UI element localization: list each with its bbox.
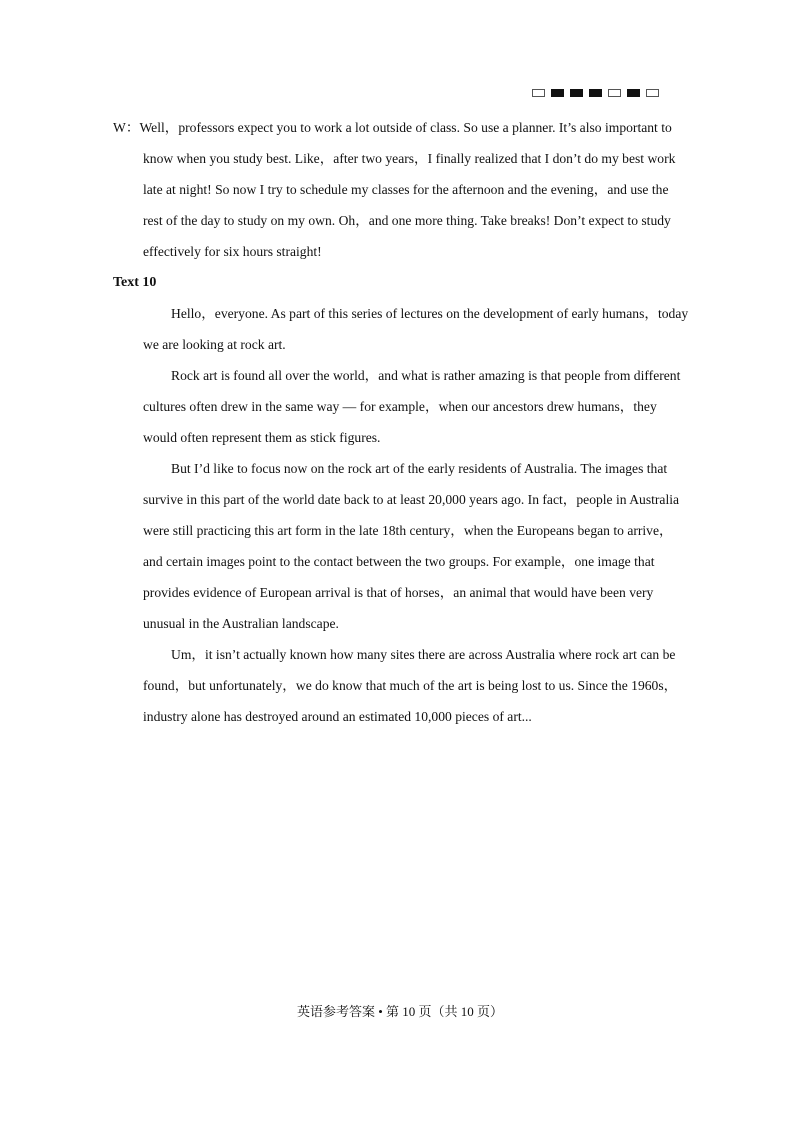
dialog-w <box>113 112 689 267</box>
header-marks <box>532 89 659 97</box>
speaker-label: W： <box>113 120 140 135</box>
paragraph-4: Um，it isn’t actually known how many sites there are across Australia where rock art can be found，but unfortunately，we do know that much of the art is being lost to us. Since the 1960s，industry alone has destroyed around an estimated 10,000 pieces of art... <box>143 647 678 724</box>
header-mark-1 <box>532 89 545 97</box>
header-mark-7 <box>646 89 659 97</box>
page-content <box>113 112 689 732</box>
page-footer: 英语参考答案 • 第 10 页（共 10 页） <box>296 1004 504 1019</box>
paragraph-1: Hello，everyone. As part of this series of lectures on the development of early humans，today we are looking at rock art. <box>143 306 689 352</box>
paragraph-2: Rock art is found all over the world，and what is rather amazing is that people from different cultures often drew in the same way — for example，when our ancestors drew humans，they would often represent them as stick figures. <box>143 368 681 445</box>
section-heading: Text 10 <box>113 275 157 290</box>
header-mark-2 <box>551 89 564 97</box>
dialog-text: Well，professors expect you to work a lot outside of class. So use a planner. It’s also important to know when you study best. Like，after two years，I finally realized that I don’t do my best work late at night! So now I try to schedule my classes for the afternoon and the evening，and use the rest of the day to study on my own. Oh，and one more thing. Take breaks! Don’t expect to study effectively for six hours straight! <box>139 120 676 259</box>
header-mark-3 <box>570 89 583 97</box>
header-mark-5 <box>608 89 621 97</box>
header-mark-6 <box>627 89 640 97</box>
paragraph-3: But I’d like to focus now on the rock art of the early residents of Australia. The images that survive in this part of the world date back to at least 20,000 years ago. In fact，people in Australia were still practicing this art form in the late 18th century，when the Europeans began to arrive，and certain images point to the contact between the two groups. For example，one image that provides evidence of European arrival is that of horses，an animal that would have been very unusual in the Australian landscape. <box>143 461 680 631</box>
header-mark-4 <box>589 89 602 97</box>
